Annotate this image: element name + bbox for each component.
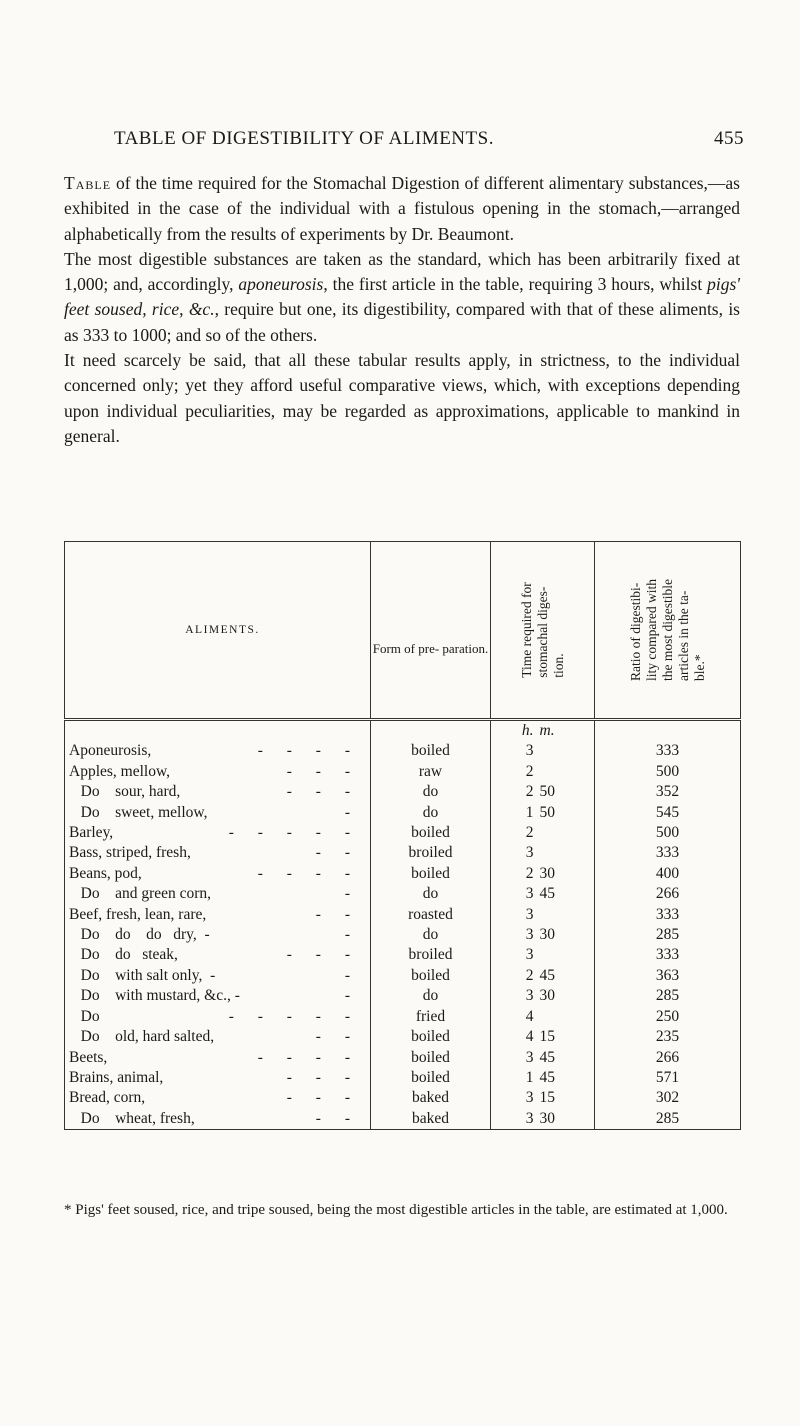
digestion-time xyxy=(491,1048,595,1068)
table-row xyxy=(65,1068,741,1088)
aliment-name xyxy=(65,864,371,884)
table-row xyxy=(65,986,741,1006)
leader-dashes: - - - xyxy=(286,1089,360,1107)
running-head xyxy=(64,128,744,154)
ratio-value: 500 xyxy=(655,824,680,842)
aliment-label: Bread, corn, xyxy=(69,1089,146,1107)
footnote: * Pigs' feet soused, rice, and tripe soused, being the most digestible articles in the table, are estimated at 1,000. xyxy=(64,1202,728,1218)
table-row xyxy=(65,843,741,863)
time-minutes: 45 xyxy=(539,1048,555,1066)
units-time xyxy=(491,720,595,742)
intro-p2-em2: pigs' feet soused, rice, &c. xyxy=(64,274,740,320)
leader-dashes: - xyxy=(344,987,360,1005)
leader-dashes: - - - - xyxy=(257,742,360,760)
ratio-value: 266 xyxy=(655,885,680,903)
aliment-label: Do old, hard salted, xyxy=(69,1028,215,1046)
digestibility-ratio xyxy=(595,1088,741,1108)
aliment-name xyxy=(65,803,371,823)
table-row xyxy=(65,823,741,843)
units-row xyxy=(65,720,741,742)
preparation-label: roasted xyxy=(408,905,453,923)
leader-dashes: - - - xyxy=(286,783,360,801)
ratio-value: 363 xyxy=(655,966,680,984)
leader-dashes: - - xyxy=(315,1028,360,1046)
ratio-value: 333 xyxy=(655,946,680,964)
aliment-label: Do and green corn, xyxy=(69,885,212,903)
table-row xyxy=(65,945,741,965)
preparation xyxy=(371,884,491,904)
digestion-time xyxy=(491,1027,595,1047)
preparation xyxy=(371,823,491,843)
digestion-time xyxy=(491,843,595,863)
units-blank-4 xyxy=(595,720,741,742)
time-hours: 2 xyxy=(525,762,534,780)
aliment-label: Do wheat, fresh, xyxy=(69,1109,195,1127)
preparation xyxy=(371,1068,491,1088)
leader-dashes: - - xyxy=(315,905,360,923)
intro-paragraph-3: It need scarcely be said, that all these tabular results apply, in strictness, to the individual concerned only; yet they afford useful comparative views, which, with exceptions depending upon individual peculiarities, may be regarded as approximations, applicable to mankind in general. xyxy=(64,350,740,446)
preparation-label: boiled xyxy=(411,1028,450,1046)
digestibility-ratio xyxy=(595,1027,741,1047)
aliment-name xyxy=(65,782,371,802)
header-time-text: Time required for stomachal diges- tion. xyxy=(518,582,566,678)
digestion-time xyxy=(491,803,595,823)
digestibility-ratio xyxy=(595,884,741,904)
leader-dashes: - - xyxy=(315,844,360,862)
intro-p1-text: of the time required for the Stomachal Digestion of different alimentary substances,—as exhibited in the case of the individual with a fistulous opening in the stomach,—arranged alphabetically from the results of experiments by Dr. Beaumont. xyxy=(64,173,740,244)
ratio-value: 500 xyxy=(655,762,680,780)
ratio-value: 571 xyxy=(655,1068,680,1086)
leader-dashes: - xyxy=(344,926,360,944)
preparation xyxy=(371,986,491,1006)
preparation xyxy=(371,1007,491,1027)
digestibility-ratio xyxy=(595,1048,741,1068)
intro-paragraph-2 xyxy=(64,247,740,348)
digestibility-ratio xyxy=(595,864,741,884)
time-minutes: 30 xyxy=(539,1109,555,1127)
time-hours: 3 xyxy=(525,905,534,923)
aliment-label: Do sour, hard, xyxy=(69,783,181,801)
aliment-label: Brains, animal, xyxy=(69,1068,164,1086)
time-minutes: 50 xyxy=(539,803,555,821)
unit-minutes: m. xyxy=(539,722,555,739)
aliment-label: Beans, pod, xyxy=(69,864,142,882)
ratio-value: 400 xyxy=(655,864,680,882)
table-header-row xyxy=(65,542,741,720)
aliment-name xyxy=(65,986,371,1006)
preparation xyxy=(371,843,491,863)
time-hours: 2 xyxy=(525,824,534,842)
preparation xyxy=(371,905,491,925)
table-row xyxy=(65,782,741,802)
preparation xyxy=(371,925,491,945)
aliment-name xyxy=(65,966,371,986)
preparation-label: boiled xyxy=(411,966,450,984)
time-minutes: 45 xyxy=(539,966,555,984)
digestibility-ratio xyxy=(595,741,741,761)
intro-p2-c: , require but one, its digestibility, compared with that of these aliments, is as 333 to 1000; and so of the others. xyxy=(64,299,740,345)
digestion-time xyxy=(491,945,595,965)
preparation xyxy=(371,1048,491,1068)
digestibility-table xyxy=(64,541,741,1130)
digestibility-ratio xyxy=(595,945,741,965)
aliment-label: Beef, fresh, lean, rare, xyxy=(69,905,207,923)
time-minutes: 50 xyxy=(539,783,555,801)
digestion-time xyxy=(491,1109,595,1130)
preparation-label: broiled xyxy=(408,844,453,862)
digestion-time xyxy=(491,1068,595,1088)
page-number: 455 xyxy=(714,128,744,149)
intro-paragraph-1 xyxy=(64,171,740,247)
ratio-value: 250 xyxy=(655,1007,680,1025)
ratio-value: 333 xyxy=(655,844,680,862)
preparation xyxy=(371,1109,491,1130)
aliment-name xyxy=(65,1048,371,1068)
aliment-label: Do with salt only, - xyxy=(69,966,216,984)
preparation xyxy=(371,803,491,823)
preparation-label: boiled xyxy=(411,1068,450,1086)
digestion-time xyxy=(491,823,595,843)
preparation-label: boiled xyxy=(411,742,450,760)
running-head-title: TABLE OF DIGESTIBILITY OF ALIMENTS. xyxy=(114,128,494,149)
unit-hours: h. xyxy=(521,722,534,739)
aliment-name xyxy=(65,1068,371,1088)
ratio-value: 333 xyxy=(655,905,680,923)
time-hours: 3 xyxy=(525,987,534,1005)
leader-dashes: - xyxy=(344,885,360,903)
digestibility-ratio xyxy=(595,905,741,925)
preparation-label: do xyxy=(422,987,439,1005)
header-form-of-preparation: Form of pre- paration. xyxy=(371,542,491,720)
preparation-label: do xyxy=(422,803,439,821)
digestibility-ratio xyxy=(595,823,741,843)
time-minutes: 30 xyxy=(539,864,555,882)
time-hours: 3 xyxy=(525,844,534,862)
time-minutes: 45 xyxy=(539,1068,555,1086)
aliment-name xyxy=(65,945,371,965)
units-blank-2 xyxy=(371,720,491,742)
time-hours: 2 xyxy=(525,783,534,801)
time-hours: 2 xyxy=(525,966,534,984)
table-row xyxy=(65,864,741,884)
digestion-time xyxy=(491,986,595,1006)
intro-lead-word: Table xyxy=(64,173,112,193)
preparation-label: do xyxy=(422,783,439,801)
preparation xyxy=(371,945,491,965)
aliment-name xyxy=(65,905,371,925)
ratio-value: 333 xyxy=(655,742,680,760)
digestibility-ratio xyxy=(595,843,741,863)
aliment-label: Beets, xyxy=(69,1048,108,1066)
table-row xyxy=(65,966,741,986)
time-minutes: 30 xyxy=(539,987,555,1005)
header-aliments: ALIMENTS. xyxy=(65,542,371,720)
digestibility-ratio xyxy=(595,1007,741,1027)
time-hours: 3 xyxy=(525,1089,534,1107)
preparation-label: raw xyxy=(418,762,443,780)
aliment-name xyxy=(65,1027,371,1047)
aliment-name xyxy=(65,843,371,863)
table-row xyxy=(65,762,741,782)
digestibility-ratio xyxy=(595,925,741,945)
preparation xyxy=(371,782,491,802)
digestion-time xyxy=(491,1007,595,1027)
preparation xyxy=(371,1088,491,1108)
preparation xyxy=(371,741,491,761)
header-ratio-text: Ratio of digestibi- lity compared with the most digestible articles in the ta- ble.* xyxy=(627,579,707,681)
digestibility-ratio xyxy=(595,1068,741,1088)
leader-dashes: - - xyxy=(315,1109,360,1127)
table-row xyxy=(65,803,741,823)
time-hours: 2 xyxy=(525,864,534,882)
time-hours: 4 xyxy=(525,1028,534,1046)
aliment-label: Bass, striped, fresh, xyxy=(69,844,191,862)
aliment-label: Do sweet, mellow, xyxy=(69,803,208,821)
ratio-value: 285 xyxy=(655,987,680,1005)
digestion-time xyxy=(491,782,595,802)
aliment-name xyxy=(65,741,371,761)
digestibility-ratio xyxy=(595,966,741,986)
leader-dashes: - - - xyxy=(286,946,360,964)
time-hours: 1 xyxy=(525,1068,534,1086)
aliment-name xyxy=(65,1088,371,1108)
preparation xyxy=(371,762,491,782)
intro-p2-a: The most digestible substances are taken as the standard, which has been arbitrarily fixed at 1,000; and, accordingly, xyxy=(64,248,740,295)
digestibility-ratio xyxy=(595,986,741,1006)
preparation-label: fried xyxy=(415,1007,446,1025)
aliment-label: Aponeurosis, xyxy=(69,742,152,760)
leader-dashes: - - - - - xyxy=(228,824,360,842)
digestion-time xyxy=(491,741,595,761)
time-hours: 3 xyxy=(525,1048,534,1066)
preparation xyxy=(371,864,491,884)
time-minutes: 15 xyxy=(539,1089,555,1107)
time-hours: 3 xyxy=(525,742,534,760)
header-time-required xyxy=(491,542,595,720)
aliment-label: Do do steak, xyxy=(69,946,178,964)
time-hours: 3 xyxy=(525,946,534,964)
digestibility-ratio xyxy=(595,1109,741,1130)
table-row xyxy=(65,1048,741,1068)
table-row xyxy=(65,1109,741,1130)
table-row xyxy=(65,741,741,761)
digestion-time xyxy=(491,966,595,986)
aliment-label: Do with mustard, &c., - xyxy=(69,987,240,1005)
time-minutes: 15 xyxy=(539,1028,555,1046)
time-minutes: 30 xyxy=(539,926,555,944)
preparation-label: baked xyxy=(411,1109,449,1127)
leader-dashes: - - - - xyxy=(257,864,360,882)
digestibility-ratio xyxy=(595,762,741,782)
digestion-time xyxy=(491,905,595,925)
digestion-time xyxy=(491,884,595,904)
time-hours: 1 xyxy=(525,803,534,821)
table-row xyxy=(65,1088,741,1108)
intro-text xyxy=(64,171,740,449)
aliment-name xyxy=(65,823,371,843)
preparation-label: boiled xyxy=(411,1048,450,1066)
time-hours: 3 xyxy=(525,1109,534,1127)
preparation-label: boiled xyxy=(411,824,450,842)
aliment-name xyxy=(65,762,371,782)
preparation-label: boiled xyxy=(411,864,450,882)
leader-dashes: - - - - xyxy=(257,1048,360,1066)
preparation-label: do xyxy=(422,885,439,903)
aliment-label: Do xyxy=(69,1007,100,1025)
aliment-name xyxy=(65,884,371,904)
table-row xyxy=(65,1007,741,1027)
ratio-value: 285 xyxy=(655,926,680,944)
leader-dashes: - - - xyxy=(286,762,360,780)
preparation-label: broiled xyxy=(408,946,453,964)
preparation xyxy=(371,966,491,986)
table-row xyxy=(65,905,741,925)
ratio-value: 285 xyxy=(655,1109,680,1127)
preparation-label: baked xyxy=(411,1089,449,1107)
intro-p2-b: , the first article in the table, requiring 3 hours, whilst xyxy=(323,274,708,295)
ratio-value: 302 xyxy=(655,1089,680,1107)
time-minutes: 45 xyxy=(539,885,555,903)
leader-dashes: - xyxy=(344,966,360,984)
aliment-name xyxy=(65,1109,371,1130)
time-hours: 3 xyxy=(525,926,534,944)
digestibility-ratio xyxy=(595,803,741,823)
aliment-name xyxy=(65,925,371,945)
time-hours: 3 xyxy=(525,885,534,903)
ratio-value: 352 xyxy=(655,783,680,801)
aliment-label: Apples, mellow, xyxy=(69,762,171,780)
header-ratio xyxy=(595,542,741,720)
ratio-value: 235 xyxy=(655,1028,680,1046)
leader-dashes: - - - xyxy=(286,1068,360,1086)
aliment-label: Do do do dry, - xyxy=(69,926,210,944)
digestibility-ratio xyxy=(595,782,741,802)
preparation xyxy=(371,1027,491,1047)
table-row xyxy=(65,884,741,904)
digestion-time xyxy=(491,762,595,782)
ratio-value: 545 xyxy=(655,803,680,821)
digestion-time xyxy=(491,925,595,945)
leader-dashes: - xyxy=(344,803,360,821)
preparation-label: do xyxy=(422,926,439,944)
aliment-name xyxy=(65,1007,371,1027)
table-row xyxy=(65,1027,741,1047)
time-hours: 4 xyxy=(525,1007,534,1025)
ratio-value: 266 xyxy=(655,1048,680,1066)
table-row xyxy=(65,925,741,945)
aliment-label: Barley, xyxy=(69,824,114,842)
digestion-time xyxy=(491,1088,595,1108)
units-blank-1 xyxy=(65,720,371,742)
leader-dashes: - - - - - xyxy=(228,1007,360,1025)
intro-p2-em1: aponeurosis xyxy=(238,274,324,295)
digestion-time xyxy=(491,864,595,884)
